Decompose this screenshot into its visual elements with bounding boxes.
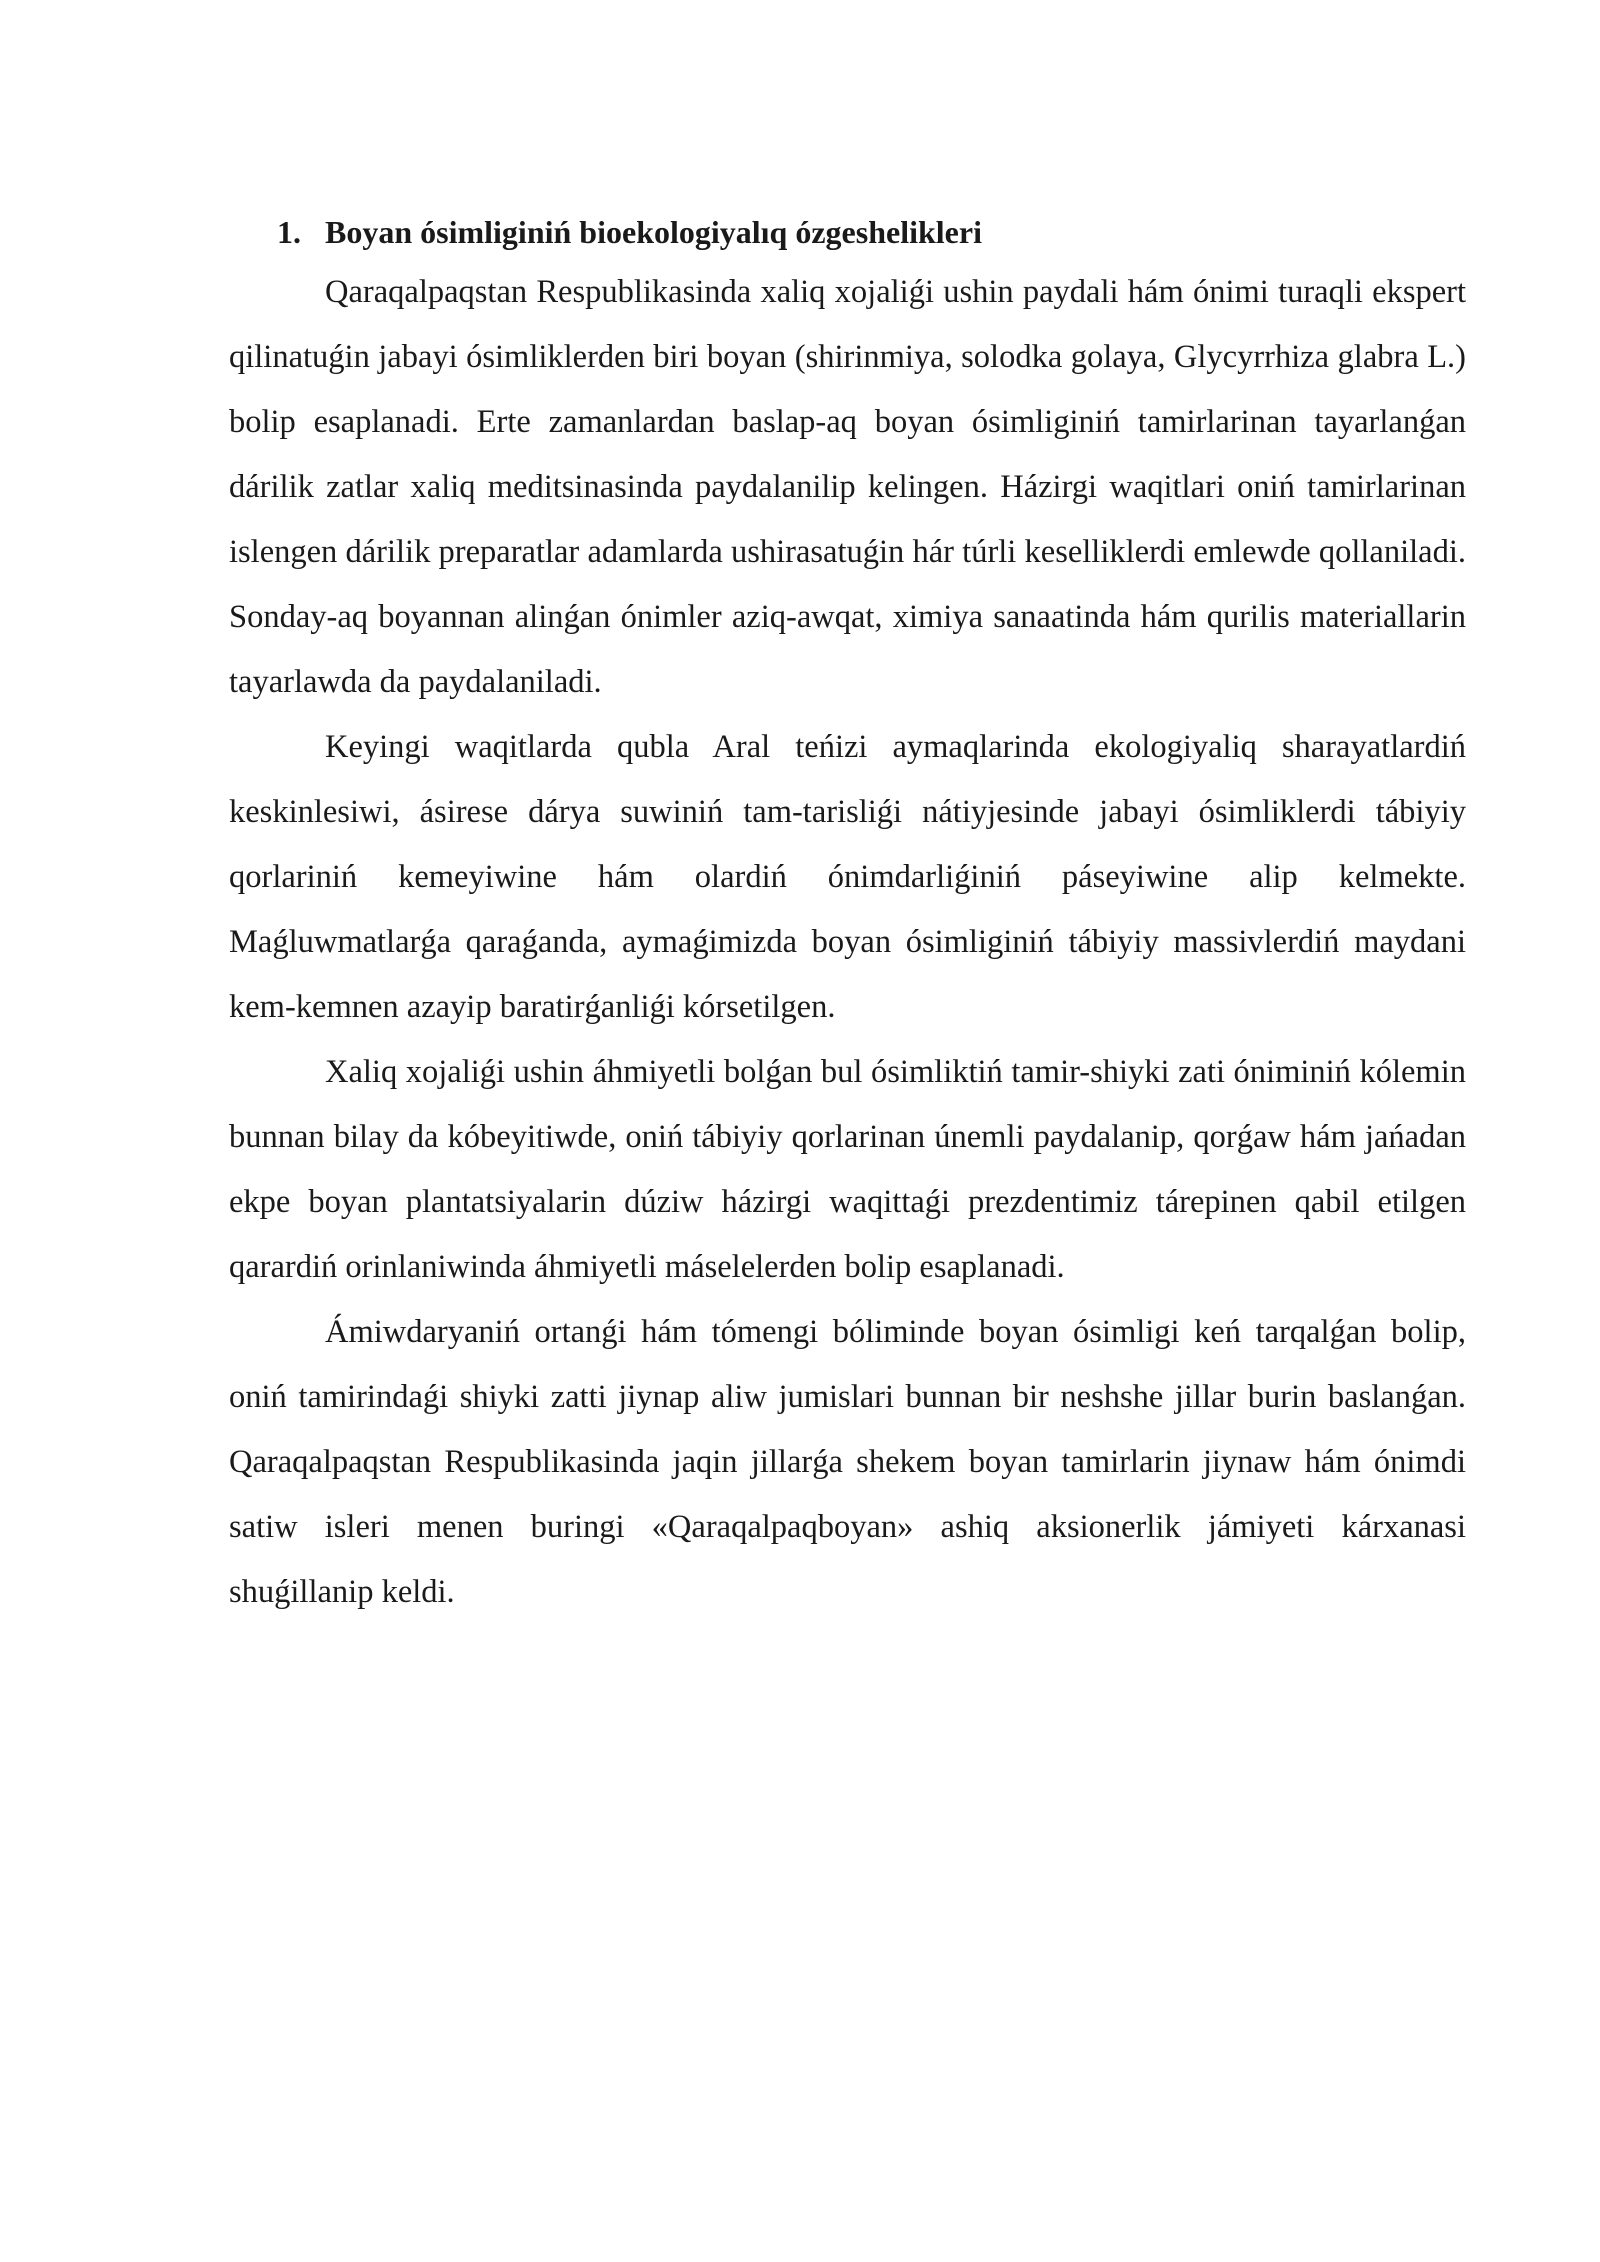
paragraph-2: Keyingi waqitlarda qubla Aral teńizi aymaqlarinda ekologiyaliq sharayatlardiń keskinlesiwi, ásirese dárya suwiniń tam-tarisliǵi nátiyjesinde jabayi ósimliklerdi tábiyiy qorlariniń kemeyiwine hám olardiń ónimdarliǵiniń páseyiwine alip kelmekte. Maǵluwmatlarǵa qaraǵanda, aymaǵimizda boyan ósimliginiń tábiyiy massivlerdiń maydani kem-kemnen azayip baratirǵanliǵi kórsetilgen. (229, 729, 1466, 1025)
section-heading (229, 212, 1466, 252)
paragraph-4: Ámiwdaryaniń ortanǵi hám tómengi bóliminde boyan ósimligi keń tarqalǵan bolip, oniń tamirindaǵi shiyki zatti jiynap aliw jumislari bunnan bir neshshe jillar burin baslanǵan. Qaraqalpaqstan Respublikasinda jaqin jillarǵa shekem boyan tamirlarin jiynaw hám ónimdi satiw isleri menen buringi «Qaraqalpaqboyan» ashiq aksionerlik jámiyeti kárxanasi shuǵillanip keldi. (229, 1314, 1466, 1610)
section-number: 1. (277, 214, 301, 250)
paragraph-3: Xaliq xojaliǵi ushin áhmiyetli bolǵan bul ósimliktiń tamir-shiyki zati óniminiń kólemin bunnan bilay da kóbeyitiwde, oniń tábiyiy qorlarinan únemli paydalanip, qorǵaw hám jańadan ekpe boyan plantatsiyalarin dúziw házirgi waqittaǵi prezdentimiz tárepinen qabil etilgen qarardiń orinlaniwinda áhmiyetli máselelerden bolip esaplanadi. (229, 1054, 1466, 1285)
paragraph-1: Qaraqalpaqstan Respublikasinda xaliq xojaliǵi ushin paydali hám ónimi turaqli ekspert qilinatuǵin jabayi ósimliklerden biri boyan (shirinmiya, solodka golaya, Glycyrrhiza glabra L.) bolip esaplanadi. Erte zamanlardan baslap-aq boyan ósimliginiń tamirlarinan tayarlanǵan dárilik zatlar xaliq meditsinasinda paydalanilip kelingen. Házirgi waqitlari oniń tamirlarinan islengen dárilik preparatlar adamlarda ushirasatuǵin hár túrli keselliklerdi emlewde qollaniladi. Sonday-aq boyannan alinǵan ónimler aziq-awqat, ximiya sanaatinda hám qurilis materiallarin tayarlawda da paydalaniladi. (229, 274, 1466, 700)
document-page (229, 212, 1466, 1625)
section-title: Boyan ósimliginiń bioekologiyalıq ózgeshelikleri (325, 214, 982, 250)
